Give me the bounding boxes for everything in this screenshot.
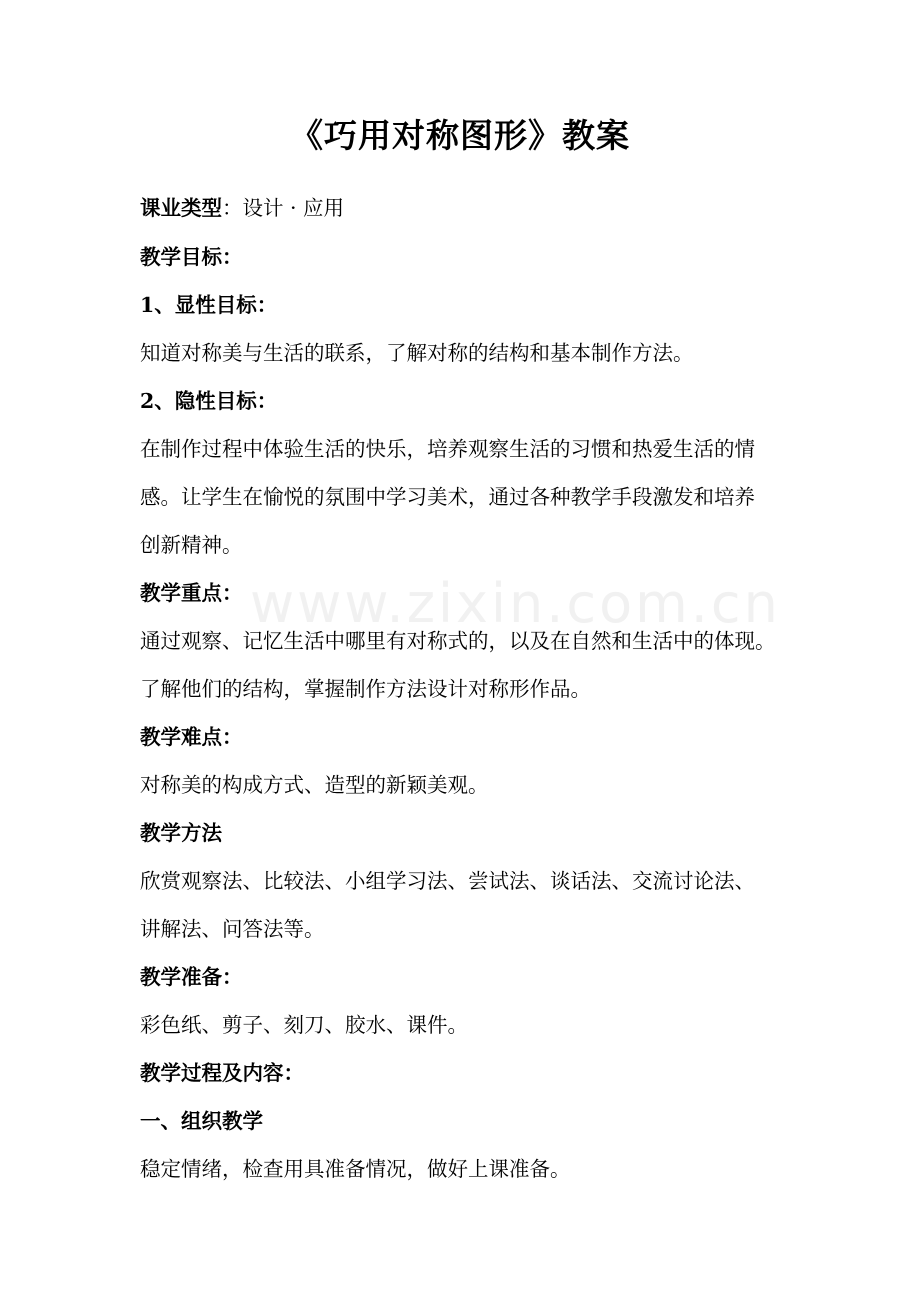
key-points-line: 通过观察、记忆生活中哪里有对称式的，以及在自然和生活中的体现。 (140, 629, 776, 653)
implicit-objective-heading: 2、隐性目标： (140, 389, 278, 413)
step1-heading: 一、组织教学 (140, 1109, 263, 1133)
implicit-objective-line: 在制作过程中体验生活的快乐，培养观察生活的习惯和热爱生活的情 (140, 437, 755, 461)
key-points-line: 了解他们的结构，掌握制作方法设计对称形作品。 (140, 677, 591, 701)
methods-heading: 教学方法 (140, 821, 222, 845)
objectives-heading: 教学目标： (140, 245, 243, 269)
step1-text: 稳定情绪，检查用具准备情况，做好上课准备。 (140, 1157, 571, 1181)
explicit-objective-heading: 1、显性目标： (140, 293, 278, 317)
preparation-text: 彩色纸、剪子、刻刀、胶水、课件。 (140, 1013, 468, 1037)
course-type-colon: ： (222, 196, 243, 220)
implicit-objective-line: 创新精神。 (140, 533, 243, 557)
course-type-value: 设计 · 应用 (242, 196, 345, 220)
implicit-objective-line: 感。让学生在愉悦的氛围中学习美术，通过各种教学手段激发和培养 (140, 485, 755, 509)
page-title: 《巧用对称图形》教案 (290, 116, 630, 155)
difficulties-text: 对称美的构成方式、造型的新颖美观。 (140, 773, 489, 797)
key-points-heading: 教学重点： (140, 581, 243, 605)
course-type-label: 课业类型 (140, 196, 222, 220)
course-type-row (140, 184, 790, 232)
difficulties-heading: 教学难点： (140, 725, 243, 749)
methods-line: 欣赏观察法、比较法、小组学习法、尝试法、谈话法、交流讨论法、 (140, 869, 755, 893)
explicit-objective-text: 知道对称美与生活的联系，了解对称的结构和基本制作方法。 (140, 341, 694, 365)
methods-line: 讲解法、问答法等。 (140, 917, 325, 941)
process-heading: 教学过程及内容： (140, 1061, 304, 1085)
watermark: www.zixin.com.cn (250, 572, 781, 635)
preparation-heading: 教学准备： (140, 965, 243, 989)
